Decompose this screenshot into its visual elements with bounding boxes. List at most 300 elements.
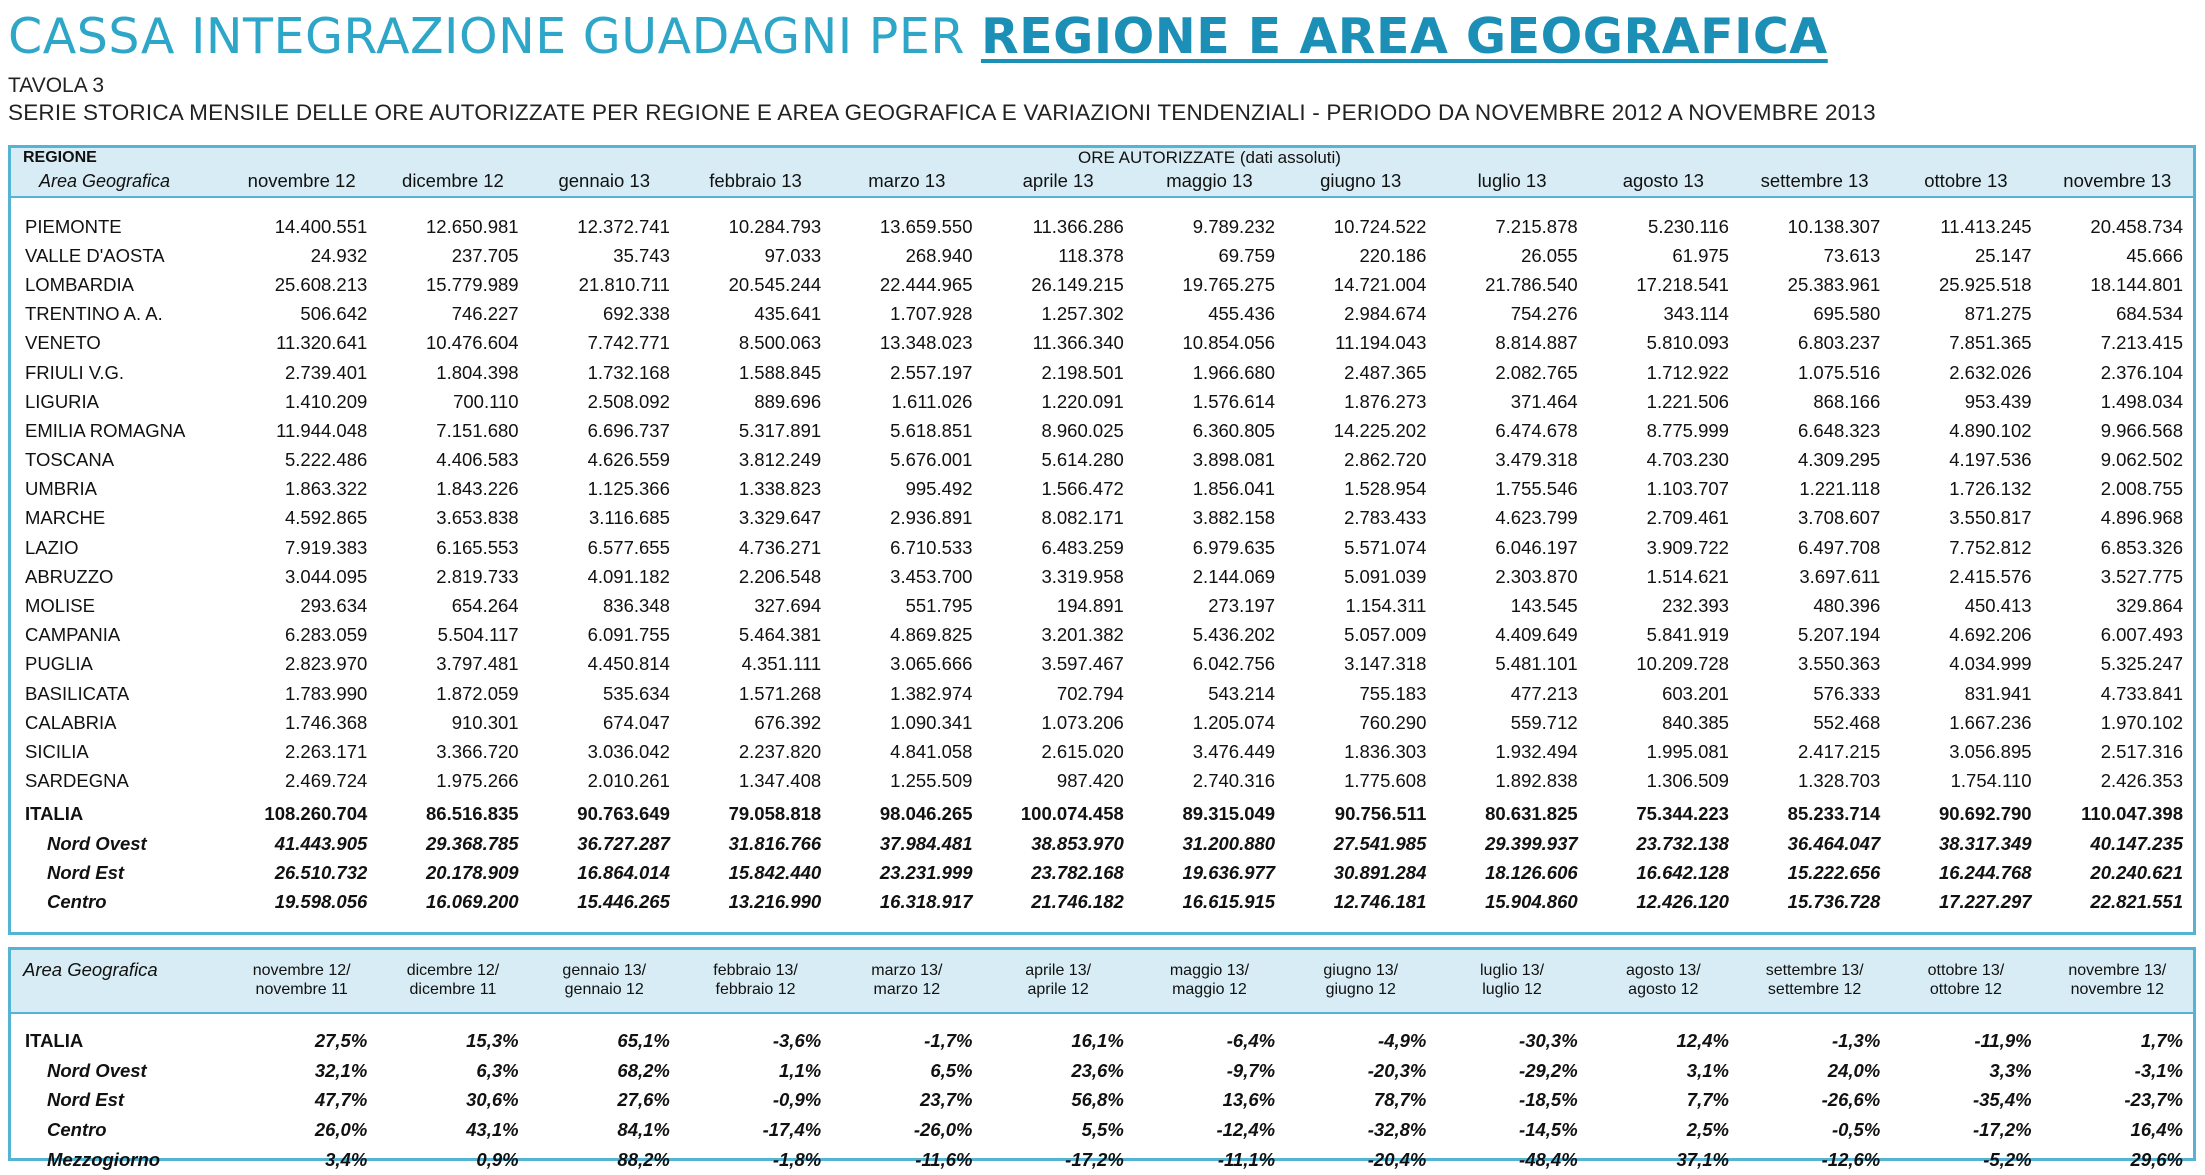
- table-cell: 1.154.311: [1345, 595, 1427, 617]
- table-cell: 11.320.641: [276, 332, 368, 354]
- table-cell: -3,6%: [772, 1029, 822, 1051]
- table-cell: 85.233.714: [1787, 803, 1881, 825]
- table-cell: 506.642: [300, 303, 368, 325]
- month-header: aprile 13: [1022, 170, 1094, 191]
- table-cell: 2.198.501: [1041, 361, 1124, 383]
- table-cell: 73.613: [1823, 244, 1881, 266]
- row-label: ABRUZZO: [25, 565, 114, 587]
- table-cell: 6.853.326: [2100, 536, 2183, 558]
- table-cell: 3.116.685: [588, 507, 670, 529]
- table-cell: 654.264: [451, 595, 519, 617]
- table-cell: 455.436: [1208, 303, 1276, 325]
- table-cell: 3.697.611: [1799, 565, 1881, 587]
- row-label: Nord Ovest: [47, 832, 147, 854]
- table-cell: 29.368.785: [426, 832, 519, 854]
- row-label: Nord Ovest: [47, 1059, 147, 1081]
- table-cell: -23,7%: [2124, 1089, 2183, 1111]
- table-cell: 1,1%: [779, 1059, 822, 1081]
- period-header: dicembre 12/ dicembre 11: [406, 962, 500, 998]
- area-variation-row: [11, 1056, 2193, 1086]
- table-cell: 11.194.043: [1335, 332, 1427, 354]
- table-cell: 30,6%: [466, 1089, 519, 1111]
- table-cell: 15.904.860: [1485, 890, 1578, 912]
- table-cell: 1.804.398: [436, 361, 519, 383]
- table-cell: 1.746.368: [284, 711, 368, 733]
- month-header: settembre 13: [1760, 170, 1869, 191]
- table-cell: 3.036.042: [587, 740, 670, 762]
- table-cell: 7.919.383: [284, 536, 368, 558]
- table-cell: 2.709.461: [1646, 507, 1729, 529]
- table-cell: 5.481.101: [1495, 653, 1578, 675]
- table-cell: 3.882.158: [1192, 507, 1276, 529]
- row-label: ITALIA: [25, 1029, 84, 1051]
- table-cell: 10.854.056: [1182, 332, 1276, 354]
- table-cell: -1,3%: [1831, 1029, 1881, 1051]
- table-cell: 5.222.486: [284, 449, 368, 471]
- table-cell: 18.126.606: [1485, 861, 1578, 883]
- table-cell: 1.755.546: [1495, 478, 1578, 500]
- region-row: [11, 416, 2193, 445]
- table-cell: 329.864: [2116, 595, 2183, 617]
- table-cell: 100.074.458: [1020, 803, 1124, 825]
- table-cell: 8.775.999: [1646, 419, 1729, 441]
- table-cell: 1.872.059: [436, 682, 519, 704]
- period-header: marzo 13/ marzo 12: [871, 962, 943, 998]
- table-cell: 343.114: [1663, 303, 1729, 325]
- page-title: [8, 8, 1828, 65]
- table-cell: 910.301: [451, 711, 519, 733]
- table-cell: 5,5%: [1081, 1119, 1124, 1141]
- table-cell: 2.557.197: [890, 361, 973, 383]
- table-cell: 1.876.273: [1344, 390, 1427, 412]
- table-cell: 7.851.365: [1949, 332, 2032, 354]
- area-row: [11, 858, 2193, 887]
- row-label: Centro: [47, 890, 107, 912]
- table-cell: 543.214: [1208, 682, 1276, 704]
- spacer-row: [11, 197, 2193, 212]
- table-cell: 21.810.711: [578, 273, 670, 295]
- table-cell: 6.283.059: [284, 624, 368, 646]
- table-cell: 1.566.472: [1041, 478, 1124, 500]
- table-cell: 1.255.509: [890, 770, 973, 792]
- variations-table-header: [11, 950, 2193, 1013]
- table-cell: -5,2%: [1983, 1149, 2032, 1171]
- table-cell: 30.891.284: [1333, 861, 1427, 883]
- region-row: [11, 591, 2193, 620]
- table-cell: 3.653.838: [436, 507, 519, 529]
- table-cell: 16.318.917: [879, 890, 973, 912]
- table-cell: 2.487.365: [1344, 361, 1427, 383]
- table-cell: -3,1%: [2134, 1059, 2183, 1081]
- period-header: giugno 13/ giugno 12: [1323, 962, 1399, 998]
- table-cell: 450.413: [1964, 595, 2032, 617]
- table-cell: 868.166: [1813, 390, 1881, 412]
- table-cell: 1.328.703: [1797, 770, 1881, 792]
- region-row: [11, 241, 2193, 270]
- table-cell: 90.692.790: [1938, 803, 2032, 825]
- table-cell: 2.740.316: [1192, 770, 1276, 792]
- table-cell: 1.125.366: [587, 478, 670, 500]
- table-cell: 23.231.999: [879, 861, 973, 883]
- table-cell: -11,1%: [1217, 1149, 1276, 1171]
- table-cell: 110.047.398: [2081, 803, 2183, 825]
- table-cell: 11.366.286: [1032, 215, 1124, 237]
- table-cell: 4.869.825: [890, 624, 973, 646]
- table-cell: 6.979.635: [1192, 536, 1276, 558]
- table-cell: 1.338.823: [738, 478, 822, 500]
- table-cell: 1.498.034: [2100, 390, 2183, 412]
- table-cell: 2.823.970: [284, 653, 368, 675]
- table-cell: 674.047: [603, 711, 670, 733]
- table-cell: 27,6%: [617, 1089, 670, 1111]
- table-cell: 1.932.494: [1495, 740, 1578, 762]
- table-cell: 5.230.116: [1648, 215, 1729, 237]
- table-cell: 4.197.536: [1949, 449, 2032, 471]
- table-cell: 9.966.568: [2100, 419, 2183, 441]
- row-label: Centro: [47, 1119, 107, 1141]
- table-cell: 6.483.259: [1041, 536, 1124, 558]
- table-cell: -0,9%: [772, 1089, 822, 1111]
- table-cell: 5.091.039: [1344, 565, 1427, 587]
- table-cell: 19.765.275: [1182, 273, 1276, 295]
- table-cell: 435.641: [754, 303, 822, 325]
- table-cell: 10.724.522: [1333, 215, 1427, 237]
- row-label: LIGURIA: [25, 390, 100, 412]
- table-cell: 11.944.048: [276, 419, 368, 441]
- table-cell: 97.033: [764, 244, 822, 266]
- table-cell: 15.446.265: [577, 890, 670, 912]
- table-cell: 995.492: [905, 478, 973, 500]
- row-label: SARDEGNA: [25, 770, 129, 792]
- table-cell: 1.970.102: [2100, 711, 2183, 733]
- table-cell: 1.856.041: [1192, 478, 1276, 500]
- table-cell: 15,3%: [466, 1029, 519, 1051]
- table-cell: 26.149.215: [1031, 273, 1124, 295]
- table-cell: 1,7%: [2140, 1029, 2183, 1051]
- table-cell: 14.225.202: [1333, 419, 1427, 441]
- table-cell: 1.220.091: [1041, 390, 1124, 412]
- table-cell: 27.541.985: [1333, 832, 1427, 854]
- table-cell: 8.082.171: [1041, 507, 1124, 529]
- table-cell: 1.588.845: [738, 361, 822, 383]
- month-header: luglio 13: [1477, 170, 1547, 191]
- table-cell: 1.090.341: [890, 711, 973, 733]
- region-row: [11, 329, 2193, 358]
- table-cell: 4.091.182: [587, 565, 670, 587]
- table-cell: 2.426.353: [2100, 770, 2183, 792]
- table-cell: 3,1%: [1686, 1059, 1729, 1081]
- area-variation-row: [11, 1115, 2193, 1145]
- table-cell: 4.703.230: [1646, 449, 1729, 471]
- table-cell: 6.696.737: [587, 419, 670, 441]
- table-cell: -20,3%: [1367, 1059, 1427, 1081]
- table-cell: 75.344.223: [1636, 803, 1729, 825]
- period-header: febbraio 13/ febbraio 12: [713, 962, 798, 998]
- table-cell: 4.034.999: [1949, 653, 2032, 675]
- table-cell: 20.240.621: [2090, 861, 2183, 883]
- table-cell: -30,3%: [1519, 1029, 1578, 1051]
- table-cell: -17,2%: [1972, 1119, 2032, 1141]
- hours-table-header: [11, 148, 2193, 197]
- table-cell: 37,1%: [1676, 1149, 1729, 1171]
- table-cell: 3.056.895: [1949, 740, 2032, 762]
- table-cell: 1.571.268: [738, 682, 822, 704]
- table-cell: 1.863.322: [284, 478, 368, 500]
- italia-variation-row: [11, 1026, 2193, 1056]
- table-cell: 603.201: [1662, 682, 1729, 704]
- region-row: [11, 475, 2193, 504]
- table-cell: 20.178.909: [426, 861, 519, 883]
- table-cell: 755.183: [1359, 682, 1427, 704]
- table-cell: 1.347.408: [738, 770, 822, 792]
- table-cell: 559.712: [1510, 711, 1578, 733]
- month-header: gennaio 13: [558, 170, 651, 191]
- title-part1: CASSA INTEGRAZIONE GUADAGNI PER: [8, 8, 981, 65]
- variations-table-panel: [8, 947, 2196, 1171]
- table-cell: 25.608.213: [274, 273, 368, 295]
- table-cell: -26,0%: [913, 1119, 973, 1141]
- table-cell: 36.464.047: [1787, 832, 1881, 854]
- period-header: settembre 13/ settembre 12: [1765, 962, 1864, 998]
- table-cell: 692.338: [603, 303, 670, 325]
- table-cell: 9.789.232: [1192, 215, 1276, 237]
- month-header: novembre 12: [247, 170, 356, 191]
- period-header: luglio 13/ luglio 12: [1480, 962, 1545, 998]
- table-cell: -20,4%: [1367, 1149, 1427, 1171]
- table-cell: 2.936.891: [890, 507, 973, 529]
- table-cell: 17.227.297: [1938, 890, 2032, 912]
- region-row: [11, 621, 2193, 650]
- table-cell: 840.385: [1662, 711, 1729, 733]
- table-cell: 19.636.977: [1182, 861, 1276, 883]
- table-cell: 12,4%: [1676, 1029, 1729, 1051]
- table-cell: 232.393: [1662, 595, 1729, 617]
- table-cell: -11,6%: [915, 1149, 973, 1171]
- table-cell: 118.378: [1058, 244, 1124, 266]
- table-cell: 576.333: [1813, 682, 1881, 704]
- table-cell: 21.786.540: [1485, 273, 1578, 295]
- table-number: TAVOLA 3: [8, 74, 105, 97]
- table-cell: 16,1%: [1071, 1029, 1124, 1051]
- title-link[interactable]: REGIONE E AREA GEOGRAFICA: [980, 8, 1828, 65]
- table-cell: -6,4%: [1226, 1029, 1276, 1051]
- table-cell: 108.260.704: [264, 803, 368, 825]
- table-cell: 2.819.733: [436, 565, 519, 587]
- row-label: Nord Est: [47, 861, 125, 883]
- table-cell: 3.812.249: [738, 449, 822, 471]
- group-header: ORE AUTORIZZATE (dati assoluti): [1078, 148, 1341, 167]
- table-cell: 2.739.401: [284, 361, 368, 383]
- table-cell: 2.508.092: [587, 390, 670, 412]
- region-column-header: REGIONE: [23, 149, 97, 166]
- table-cell: 16.069.200: [426, 890, 519, 912]
- table-cell: 3.797.481: [436, 653, 519, 675]
- table-cell: 831.941: [1964, 682, 2032, 704]
- month-header: dicembre 12: [402, 170, 504, 191]
- table-cell: 4.890.102: [1949, 419, 2032, 441]
- table-cell: 4.592.865: [284, 507, 368, 529]
- period-header: novembre 13/ novembre 12: [2068, 962, 2167, 998]
- table-cell: 22.444.965: [879, 273, 973, 295]
- table-cell: 45.666: [2126, 244, 2183, 266]
- table-cell: 23,7%: [920, 1089, 973, 1111]
- table-cell: 1.966.680: [1192, 361, 1276, 383]
- table-cell: 1.528.954: [1344, 478, 1427, 500]
- table-cell: 2.303.870: [1495, 565, 1578, 587]
- table-cell: 4.626.559: [587, 449, 670, 471]
- table-cell: -12,6%: [1821, 1149, 1881, 1171]
- table-cell: 3.366.720: [436, 740, 519, 762]
- month-header: marzo 13: [868, 170, 946, 191]
- row-label: MOLISE: [25, 595, 95, 617]
- table-cell: 6.577.655: [587, 536, 670, 558]
- table-cell: 20.458.734: [2090, 215, 2183, 237]
- row-label: BASILICATA: [25, 682, 130, 704]
- region-row: [11, 504, 2193, 533]
- table-cell: 273.197: [1208, 595, 1276, 617]
- table-cell: 1.205.074: [1192, 711, 1276, 733]
- table-cell: 477.213: [1510, 682, 1578, 704]
- area-column-header: Area Geografica: [39, 170, 171, 191]
- table-cell: 6.046.197: [1495, 536, 1578, 558]
- table-cell: 1.576.614: [1192, 390, 1276, 412]
- table-cell: 0,9%: [476, 1149, 519, 1171]
- row-label: TRENTINO A. A.: [25, 303, 163, 325]
- table-cell: 26.510.732: [274, 861, 368, 883]
- table-cell: 4.733.841: [2100, 682, 2183, 704]
- table-cell: 2.862.720: [1344, 449, 1427, 471]
- table-cell: 1.514.621: [1646, 565, 1729, 587]
- table-cell: 552.468: [1813, 711, 1881, 733]
- table-cell: 3.708.607: [1797, 507, 1881, 529]
- table-cell: 10.476.604: [426, 332, 519, 354]
- table-cell: 7,7%: [1686, 1089, 1729, 1111]
- table-cell: 14.721.004: [1333, 273, 1427, 295]
- table-cell: 5.317.891: [738, 419, 822, 441]
- table-cell: 551.795: [905, 595, 973, 617]
- month-header: ottobre 13: [1924, 170, 2008, 191]
- table-cell: 24.932: [310, 244, 368, 266]
- table-cell: 6.648.323: [1797, 419, 1881, 441]
- table-cell: 20.545.244: [728, 273, 822, 295]
- table-cell: 16.615.915: [1182, 890, 1276, 912]
- table-cell: 2.144.069: [1192, 565, 1276, 587]
- table-cell: 43,1%: [466, 1119, 519, 1141]
- table-cell: 2,5%: [1686, 1119, 1729, 1141]
- table-cell: 3.527.775: [2100, 565, 2183, 587]
- table-cell: -26,6%: [1821, 1089, 1881, 1111]
- table-cell: 7.215.878: [1495, 215, 1578, 237]
- table-cell: -0,5%: [1831, 1119, 1881, 1141]
- region-row: [11, 446, 2193, 475]
- table-cell: 1.103.707: [1646, 478, 1729, 500]
- table-cell: 11.366.340: [1032, 332, 1124, 354]
- table-cell: 11.413.245: [1940, 215, 2032, 237]
- table-cell: 16,4%: [2130, 1119, 2183, 1141]
- table-cell: 3.065.666: [890, 653, 973, 675]
- table-cell: 27,5%: [314, 1029, 368, 1051]
- table-cell: 89.315.049: [1182, 803, 1276, 825]
- table-cell: 41.443.905: [274, 832, 368, 854]
- table-cell: 10.284.793: [728, 215, 822, 237]
- table-cell: -32,8%: [1367, 1119, 1427, 1141]
- table-cell: 2.263.171: [284, 740, 368, 762]
- table-cell: 56,8%: [1071, 1089, 1124, 1111]
- table-cell: 68,2%: [617, 1059, 670, 1081]
- table-cell: 12.372.741: [577, 215, 670, 237]
- row-label: LOMBARDIA: [25, 273, 134, 295]
- table-cell: 69.759: [1218, 244, 1276, 266]
- hours-table: [11, 148, 2193, 917]
- table-cell: 25.383.961: [1787, 273, 1881, 295]
- table-cell: 5.614.280: [1041, 449, 1124, 471]
- table-cell: 3.044.095: [284, 565, 368, 587]
- region-row: [11, 708, 2193, 737]
- table-cell: 3.201.382: [1041, 624, 1124, 646]
- month-header: agosto 13: [1622, 170, 1704, 191]
- table-cell: 6.360.805: [1192, 419, 1276, 441]
- row-label: VENETO: [25, 332, 101, 354]
- table-cell: 12.746.181: [1333, 890, 1427, 912]
- row-label: ITALIA: [25, 803, 84, 825]
- table-cell: 268.940: [905, 244, 973, 266]
- table-cell: 1.995.081: [1646, 740, 1729, 762]
- table-cell: 3.550.817: [1949, 507, 2032, 529]
- table-cell: 2.415.576: [1949, 565, 2032, 587]
- table-cell: 90.763.649: [577, 803, 670, 825]
- table-cell: 1.712.922: [1646, 361, 1729, 383]
- table-cell: 7.742.771: [587, 332, 670, 354]
- table-cell: 80.631.825: [1485, 803, 1578, 825]
- table-cell: 535.634: [603, 682, 670, 704]
- row-label: MARCHE: [25, 507, 106, 529]
- table-cell: 5.057.009: [1344, 624, 1427, 646]
- table-cell: 12.426.120: [1636, 890, 1729, 912]
- region-row: [11, 387, 2193, 416]
- table-cell: 2.984.674: [1344, 303, 1427, 325]
- table-cell: 1.410.209: [284, 390, 368, 412]
- table-cell: 6.710.533: [890, 536, 973, 558]
- area-variation-row: [11, 1086, 2193, 1116]
- period-header: gennaio 13/ gennaio 12: [562, 962, 647, 998]
- region-row: [11, 679, 2193, 708]
- table-cell: 84,1%: [617, 1119, 670, 1141]
- table-cell: 1.611.026: [891, 390, 973, 412]
- table-cell: -11,9%: [1974, 1029, 2032, 1051]
- area-row: [11, 887, 2193, 916]
- table-cell: 26,0%: [314, 1119, 368, 1141]
- table-cell: 16.642.128: [1636, 861, 1729, 883]
- table-cell: 1.892.838: [1495, 770, 1578, 792]
- table-cell: 4.841.058: [890, 740, 973, 762]
- variations-area-header: Area Geografica: [23, 959, 158, 980]
- region-row: [11, 358, 2193, 387]
- table-cell: 90.756.511: [1334, 803, 1427, 825]
- table-cell: 23.782.168: [1031, 861, 1124, 883]
- table-cell: 953.439: [1964, 390, 2032, 412]
- table-cell: 5.676.001: [890, 449, 973, 471]
- hours-table-panel: [8, 145, 2196, 935]
- table-cell: 3,3%: [1989, 1059, 2032, 1081]
- table-cell: 3.597.467: [1041, 653, 1124, 675]
- period-header: maggio 13/ maggio 12: [1169, 962, 1250, 998]
- table-cell: 16.244.768: [1938, 861, 2032, 883]
- table-cell: 5.504.117: [437, 624, 519, 646]
- table-cell: 2.615.020: [1041, 740, 1124, 762]
- table-cell: 2.206.548: [738, 565, 822, 587]
- table-cell: 4.351.111: [741, 653, 822, 675]
- table-cell: 3.329.647: [738, 507, 822, 529]
